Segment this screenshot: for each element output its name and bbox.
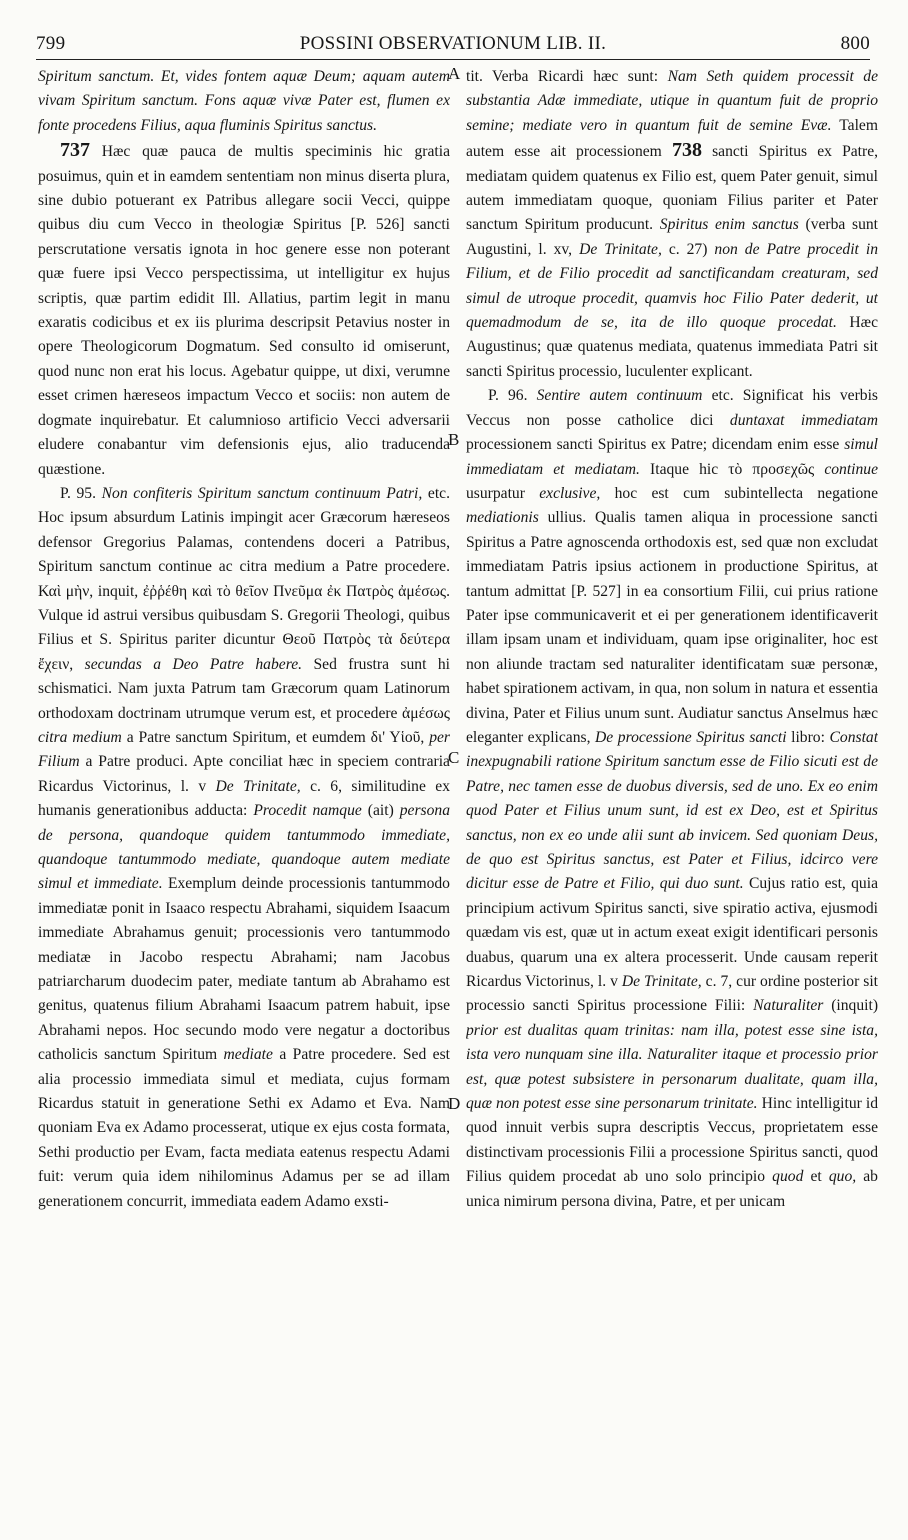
italic-text: persona de persona, quandoque quidem tantummodo immediate, quandoque tantummodo mediate, quandoque autem mediate simul et immediate. bbox=[38, 802, 450, 893]
lemma: Sentire autem continuum bbox=[536, 387, 703, 405]
body-text: Hæc quæ pauca de multis speciminis hic gratia posuimus, quin et in eamdem sententiam non minus diserta plura, sine dubio potuerant ex Patribus allegare socii Vecci, quippe quibus diu cum Vecco in theologiæ Spiritus [P. 526] sancti perscrutatione versatis ignota in hoc genere esse non poterant quæ fuere ipsi Vecco perspectissima, ut intelligitur ex hujus scriptis, quæ partim edidit Ill. Allatius, partim legit in manu exaratis codicibus et ex iis plurima descripsit Petavius noster in opere Theologicorum Dogmatum. Sed consulto id omiserunt, quod nunc non erat his locus. Agebatur quippe, ut dixi, verumne esset crimen hæreseos impactum Vecco et sociis: non autem de dogmate inquirebatur. Et calumnioso artificio Vecci adversarii eludere conabantur vim defensionis ejus, alio traducenda quæstione. bbox=[38, 143, 450, 478]
body-text: a Patre produci. Apte conciliat hæc in speciem contraria Ricardus Victorinus, l. v bbox=[38, 753, 450, 795]
italic-text: exclusive, bbox=[539, 484, 601, 502]
body-text: etc. Hoc ipsum absurdum Latinis impingit acer Græcorum hæreseos defensor Gregorius Palamas, contendens doceri a Patribus, Spiritum sanctum continue ac citra medium a Patre procedere. bbox=[38, 484, 450, 576]
italic-text: mediate bbox=[223, 1046, 273, 1064]
body-text: a Patre procedere. Sed est alia processio immediata simul et mediata, cujus formam Ricardus statuit in generatione Sethi ex Adamo et Eva. Nam quoniam Eva ex Adamo processerat, utique ex ejus costa formata, Sethi productio per Evam, facta mediata eatenus respectu Adami fuit: verum quia idem nihilominus Adamus per se ad illam generationem concurrit, immediata eadem Adamo exsti- bbox=[38, 1046, 450, 1210]
italic-text: De Trinitate, bbox=[579, 240, 662, 258]
margin-letter-a: A bbox=[448, 64, 461, 83]
body-text: libro: bbox=[791, 728, 825, 746]
body-text: et bbox=[810, 1168, 822, 1186]
running-header bbox=[36, 33, 870, 60]
body-text: (verba sunt Augustini, l. xv, bbox=[466, 216, 878, 258]
body-text: c. 7, cur ordine posterior sit processio sancti Spiritus processione Filii: bbox=[466, 973, 878, 1015]
italic-text: simul immediatam et mediatam. bbox=[466, 436, 878, 478]
paragraph bbox=[466, 384, 878, 1214]
italic-text: citra medium bbox=[38, 728, 122, 746]
italic-text: quod bbox=[772, 1168, 804, 1186]
margin-letter-d: D bbox=[448, 1094, 461, 1113]
section-number: 737 bbox=[60, 139, 90, 162]
italic-text: Procedit namque bbox=[253, 802, 362, 820]
italic-text: De processione Spiritus sancti bbox=[595, 728, 787, 746]
greek-quote: Καὶ μὴν, inquit, ἐῤῥέθη καὶ τὸ θεῖον Πνεῦμα ἐκ Πατρὸς ἀμέσως. bbox=[38, 582, 450, 600]
italic-text: mediationis bbox=[466, 509, 539, 527]
italic-text: Constat inexpugnabili ratione Spiritum sanctum esse de Filio sicuti est de Patre, nec tamen esse de duobus diversis, sed de uno. Ex eo enim quod Pater et Filius unum sunt, id est ex Deo, est et Spiritus sanctus, non ex eo unde alii sunt ab invicem. Sed quoniam Deus, de quo est Spiritus sanctus, est Pater et Filius, idcirco vere dicitur esse de Patre et Filio, qui duo sunt. bbox=[466, 728, 878, 893]
italic-text: non de Patre procedit in Filium, et de Filio procedit ad sanctificandam creaturam, sed simul de utroque procedit, quamvis hoc Filio Pater dederit, ut quemadmodum de se, ita de illo quoque procedat. bbox=[466, 240, 878, 332]
section-number: 738 bbox=[671, 139, 702, 162]
body-text: Talem autem esse ait processionem bbox=[466, 116, 878, 161]
italic-text: Nam Seth quidem processit de substantia Adæ immediate, utique in quantum fuit de proprio semine; mediate vero in quantum fuit de semine Evæ. bbox=[466, 68, 878, 134]
body-text: a Patre sanctum Spiritum, et eumdem δι' Υἱοῦ, bbox=[126, 728, 425, 746]
paragraph bbox=[38, 138, 450, 482]
body-text: sancti Spiritus ex Patre, mediatam quidem quatenus ex Filio est, quem Pater genuit, simul autem immediatam quoque, quoniam Filius pariter et Pater sanctum Spiritum producunt. bbox=[466, 143, 878, 234]
left-column bbox=[38, 65, 450, 1527]
body-text: (ait) bbox=[367, 802, 394, 820]
page-reference: P. 96. bbox=[488, 387, 528, 405]
italic-text: quo, bbox=[828, 1168, 857, 1186]
italic-text: duntaxat immediatam bbox=[729, 411, 878, 429]
body-text: ab unica nimirum persona divina, Patre, et per unicam bbox=[466, 1168, 878, 1210]
body-text: Sed frustra sunt hi schismatici. Nam juxta Patrum tam Græcorum quam Latinorum orthodoxam doctrinam utrumque verum est, et procedere bbox=[38, 655, 450, 722]
body-text: c. 27) bbox=[668, 240, 708, 258]
italic-text: Spiritus enim sanctus bbox=[659, 216, 799, 234]
body-text: c. 6, similitudine ex humanis generationibus adducta: bbox=[38, 777, 450, 820]
page-reference: P. 95. bbox=[60, 484, 96, 502]
italic-text: prior est dualitas quam trinitas: nam illa, potest esse sine ista, ista vero nunquam sine illa. Naturaliter itaque et processio prior est, quæ potest subsistere in personarum dualitate, quam illa, quæ non potest esse sine personarum trinitate. bbox=[466, 1021, 878, 1113]
body-text: tit. Verba Ricardi hæc sunt: bbox=[466, 68, 659, 85]
body-text: Hæc Augustinus; quæ quatenus mediata, quatenus immediata Patri sit sancti Spiritus processio, luculenter explicant. bbox=[466, 314, 878, 380]
body-text: ullius. Qualis tamen aliqua in processione sancti Spiritus a Patre agnoscenda orthodoxis est, sed quæ non excludat immediatam Patris ipsius actionem in productione Spiritus, at tantum admittat [P. 527] in ea consortium Filii, cui prius ratione Pater ipse communicaverit et ei per generationem identificaverit illam ipsam unam et individuam, quam ipse originaliter, hoc est non aliunde tractam sed naturaliter identificatam suæ personæ, habet spirationem activam, in qua, non solum in natura et essentia divina, Pater et Filius unum sunt. Audiatur sanctus Anselmus hæc eleganter explicans, bbox=[466, 509, 878, 746]
lemma: Non confiteris Spiritum sanctum continuum Patri, bbox=[101, 484, 423, 502]
paragraph bbox=[38, 482, 450, 1214]
running-title: POSSINI OBSERVATIONUM LIB. II. bbox=[299, 33, 607, 54]
greek-quote: τὸ προσεχῶς bbox=[728, 460, 815, 478]
body-text: Itaque hic bbox=[650, 460, 719, 478]
italic-text: De Trinitate, bbox=[621, 973, 702, 991]
greek-quote: Θεοῦ Πατρὸς τὰ δεύτερα ἔχειν, bbox=[38, 631, 450, 673]
italic-text: Naturaliter bbox=[753, 997, 824, 1015]
paragraph bbox=[466, 65, 878, 384]
italic-text: secundas a Deo Patre habere. bbox=[84, 655, 303, 673]
body-text: processionem sancti Spiritus ex Patre; dicendam enim esse bbox=[466, 436, 840, 454]
greek-quote: ἀμέσως bbox=[402, 704, 450, 722]
left-page-number: 799 bbox=[36, 33, 66, 54]
body-text: Hinc intelligitur id quod innuit verbis supra descriptis Veccus, proprietatem esse distinctivam processionis Filii a processione Spiritus sancti, quod Filius quidem procedat ab uno solo principio bbox=[466, 1095, 878, 1186]
body-text: Vulque id astrui versibus quibusdam S. Gregorii Theologi, quibus Filius et S. Spiritus pariter dicuntur bbox=[38, 606, 450, 649]
margin-letter-c: C bbox=[448, 748, 460, 767]
italic-text: continue bbox=[824, 460, 878, 478]
body-text: etc. Significat his verbis Veccus non posse catholice dici bbox=[466, 387, 878, 429]
right-column bbox=[466, 65, 878, 1527]
italic-text: De Trinitate, bbox=[215, 777, 301, 795]
right-page-number: 800 bbox=[840, 33, 870, 54]
body-text: (inquit) bbox=[831, 997, 878, 1015]
body-text: hoc est cum subintellecta negatione bbox=[614, 484, 878, 502]
paragraph bbox=[38, 65, 450, 138]
italic-text: Spiritum sanctum. Et, vides fontem aquæ Deum; aquam autem vivam Spiritum sanctum. Fons aquæ vivæ Pater est, flumen ex fonte procedens Filius, aqua fluminis Spiritus sanctus. bbox=[38, 68, 450, 134]
body-text: Exemplum deinde processionis tantummodo immediatæ ponit in Isaaco respectu Abrahami, siquidem Isaacum immediate Abrahamus genuit; processionis vero tantummodo mediatæ in Jacobo respectu Abrahami; nam Jacobus patriarcharum duodecim pater, mediate tantum ab Abrahamo est genitus, quatenus filium Abrahami Isaacum patrem habuit, ipse Abrahami nepos. Hoc secundo modo vere negatur a doctoribus catholicis sanctum Spiritum bbox=[38, 875, 450, 1064]
body-text: Cujus ratio est, quia principium activum Spiritus sancti, sive spiratio activa, ejusmodi quædam vis est, quæ ut in actum exeat exigit identificari personis duabus, quarum una ex altera processerit. Unde causam reperit Ricardus Victorinus, l. v bbox=[466, 875, 878, 991]
italic-text: per Filium bbox=[38, 728, 450, 771]
margin-letter-b: B bbox=[448, 430, 460, 449]
body-text: usurpatur bbox=[466, 484, 525, 502]
